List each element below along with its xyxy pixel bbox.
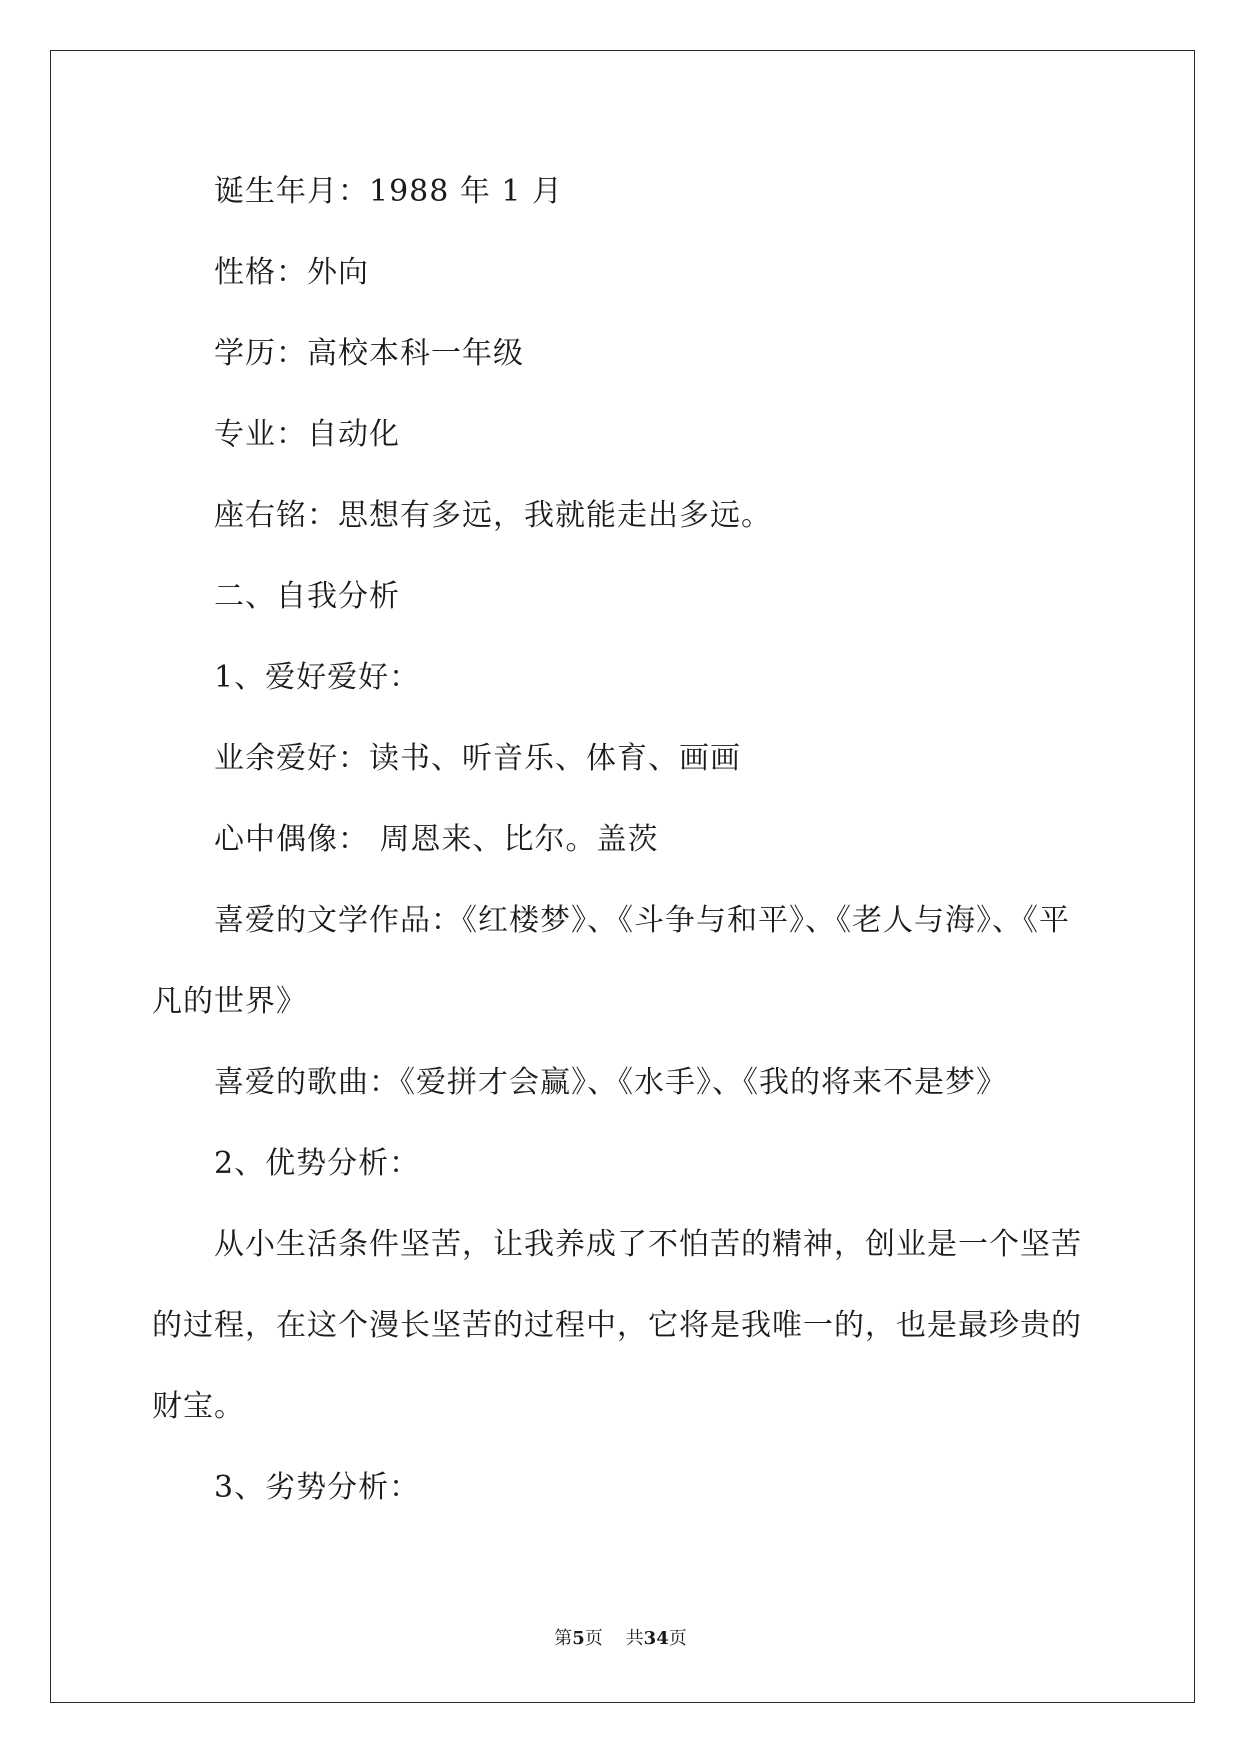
page-footer — [0, 1627, 1241, 1651]
footer-prefix: 第 — [554, 1628, 573, 1649]
strengths-text-line-3: 财宝。 — [152, 1389, 245, 1424]
subheading-hobbies: 1、爱好爱好： — [214, 660, 421, 695]
strengths-text-line-1: 从小生活条件坚苦，让我养成了不怕苦的精神，创业是一个坚苦 — [214, 1227, 1082, 1262]
subheading-strengths: 2、优势分析： — [214, 1146, 421, 1181]
hobbies-line: 业余爱好：读书、听音乐、体育、画画 — [214, 741, 741, 776]
total-pages-number: 34 — [643, 1628, 669, 1649]
favorite-songs-line: 喜爱的歌曲：《爱拼才会赢》、《水手》、《我的将来不是梦》 — [214, 1065, 1007, 1100]
major-line: 专业：自动化 — [214, 417, 400, 452]
birth-date-line: 诞生年月：1988 年 1 月 — [214, 174, 564, 209]
idols-line: 心中偶像： 周恩来、比尔。盖茨 — [214, 822, 659, 857]
page-border — [50, 50, 1195, 1703]
favorite-books-continuation: 凡的世界》 — [152, 984, 307, 1019]
subheading-weaknesses: 3、劣势分析： — [214, 1470, 421, 1505]
section-heading-self-analysis: 二、自我分析 — [214, 579, 400, 614]
footer-suffix: 页 — [668, 1628, 687, 1649]
favorite-books-line: 喜爱的文学作品：《红楼梦》、《斗争与和平》、《老人与海》、《平 — [214, 903, 1070, 938]
motto-line: 座右铭：思想有多远，我就能走出多远。 — [214, 498, 772, 533]
education-line: 学历：高校本科一年级 — [214, 336, 524, 371]
personality-line: 性格：外向 — [214, 255, 369, 290]
current-page-number: 5 — [572, 1628, 585, 1649]
strengths-text-line-2: 的过程，在这个漫长坚苦的过程中，它将是我唯一的，也是最珍贵的 — [152, 1308, 1082, 1343]
footer-middle: 页 共 — [584, 1628, 644, 1649]
